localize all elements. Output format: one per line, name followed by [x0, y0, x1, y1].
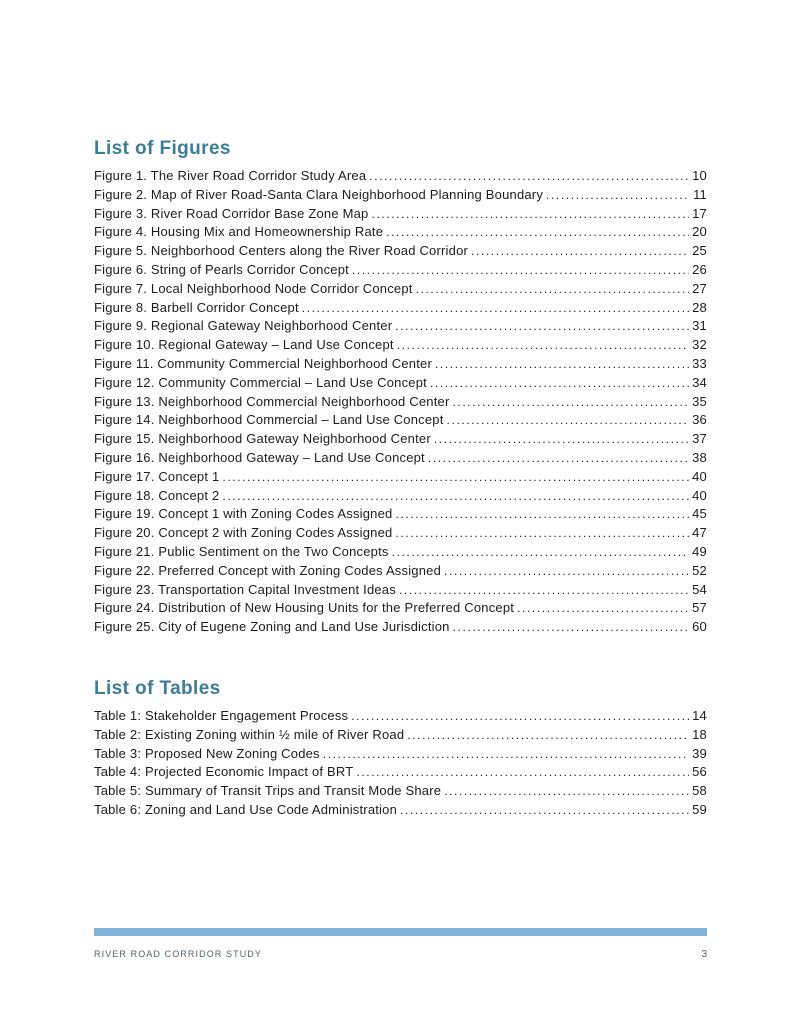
toc-entry-page-number: 35	[692, 393, 707, 409]
toc-entry[interactable]	[94, 599, 707, 618]
toc-entry-label: Figure 4. Housing Mix and Homeownership Rate	[94, 224, 384, 240]
toc-entry-page-number: 11	[693, 186, 707, 202]
toc-entry[interactable]	[94, 524, 707, 543]
tables-heading: List of Tables	[94, 677, 221, 699]
toc-entry-page-number: 36	[692, 412, 707, 428]
toc-entry[interactable]	[94, 707, 707, 726]
toc-dot-leader	[517, 599, 689, 618]
toc-entry-page-number: 32	[692, 337, 707, 353]
toc-dot-leader	[302, 299, 689, 318]
toc-entry-label: Figure 9. Regional Gateway Neighborhood Center	[94, 318, 393, 334]
toc-entry-label: Figure 25. City of Eugene Zoning and Land Use Jurisdiction	[94, 619, 450, 635]
toc-entry[interactable]	[94, 393, 707, 412]
toc-dot-leader	[395, 317, 689, 336]
toc-entry[interactable]	[94, 205, 707, 224]
toc-dot-leader	[453, 618, 690, 637]
toc-entry-label: Figure 14. Neighborhood Commercial – Land Use Concept	[94, 412, 444, 428]
toc-entry[interactable]	[94, 726, 707, 745]
toc-entry[interactable]	[94, 317, 707, 336]
toc-entry[interactable]	[94, 505, 707, 524]
toc-entry-label: Table 2: Existing Zoning within ½ mile of River Road	[94, 726, 405, 742]
footer-accent-bar	[94, 928, 707, 936]
toc-dot-leader	[430, 374, 689, 393]
toc-dot-leader	[352, 261, 689, 280]
toc-dot-leader	[444, 562, 689, 581]
toc-entry-page-number: 52	[692, 562, 707, 578]
toc-entry-page-number: 39	[692, 745, 707, 761]
toc-dot-leader	[386, 223, 689, 242]
toc-entry[interactable]	[94, 581, 707, 600]
toc-entry-label: Figure 24. Distribution of New Housing Units for the Preferred Concept	[94, 600, 515, 616]
toc-entry-page-number: 18	[692, 726, 707, 742]
toc-entry-page-number: 27	[692, 280, 707, 296]
toc-dot-leader	[428, 449, 689, 468]
toc-entry-page-number: 56	[692, 764, 707, 780]
toc-dot-leader	[395, 505, 689, 524]
toc-entry[interactable]	[94, 186, 707, 205]
footer-page-number: 3	[701, 949, 707, 960]
toc-dot-leader	[372, 205, 690, 224]
toc-entry-label: Figure 7. Local Neighborhood Node Corridor Concept	[94, 280, 413, 296]
toc-entry-page-number: 38	[692, 449, 707, 465]
toc-entry-page-number: 40	[692, 468, 707, 484]
toc-entry-label: Figure 11. Community Commercial Neighborhood Center	[94, 355, 432, 371]
toc-entry-page-number: 14	[692, 707, 707, 723]
toc-dot-leader	[546, 186, 690, 205]
toc-entry-label: Table 1: Stakeholder Engagement Process	[94, 707, 349, 723]
toc-entry-label: Figure 6. String of Pearls Corridor Concept	[94, 261, 349, 277]
toc-entry[interactable]	[94, 336, 707, 355]
toc-entry-page-number: 58	[692, 783, 707, 799]
toc-dot-leader	[351, 707, 689, 726]
toc-entry-page-number: 60	[692, 619, 707, 635]
toc-dot-leader	[407, 726, 689, 745]
toc-entry[interactable]	[94, 299, 707, 318]
toc-entry-page-number: 57	[692, 600, 707, 616]
toc-entry-label: Figure 12. Community Commercial – Land Use Concept	[94, 374, 427, 390]
toc-dot-leader	[434, 430, 689, 449]
toc-dot-leader	[397, 336, 689, 355]
toc-entry-label: Figure 15. Neighborhood Gateway Neighborhood Center	[94, 431, 431, 447]
toc-entry-page-number: 10	[692, 168, 707, 183]
toc-entry-page-number: 17	[692, 205, 707, 221]
toc-entry-label: Table 4: Projected Economic Impact of BRT	[94, 764, 354, 780]
toc-entry[interactable]	[94, 487, 707, 506]
toc-entry-label: Figure 3. River Road Corridor Base Zone Map	[94, 205, 369, 221]
toc-entry-label: Figure 17. Concept 1	[94, 468, 220, 484]
toc-entry-label: Figure 5. Neighborhood Centers along the River Road Corridor	[94, 243, 469, 259]
toc-entry[interactable]	[94, 167, 707, 186]
toc-entry-label: Figure 10. Regional Gateway – Land Use Concept	[94, 337, 394, 353]
toc-entry-page-number: 45	[692, 506, 707, 522]
toc-entry-page-number: 49	[692, 543, 707, 559]
toc-entry-page-number: 54	[692, 581, 707, 597]
toc-entry[interactable]	[94, 280, 707, 299]
toc-entry-label: Figure 18. Concept 2	[94, 487, 220, 503]
toc-entry-page-number: 47	[692, 525, 707, 541]
toc-entry-label: Table 3: Proposed New Zoning Codes	[94, 745, 320, 761]
toc-entry[interactable]	[94, 355, 707, 374]
toc-entry-label: Figure 23. Transportation Capital Investment Ideas	[94, 581, 396, 597]
toc-entry-page-number: 26	[692, 261, 707, 277]
toc-entry-page-number: 34	[692, 374, 707, 390]
toc-entry[interactable]	[94, 449, 707, 468]
list-of-tables-section	[94, 678, 707, 820]
footer-row	[94, 949, 707, 960]
toc-entry[interactable]	[94, 618, 707, 637]
toc-entry[interactable]	[94, 562, 707, 581]
toc-entry-page-number: 31	[692, 318, 707, 334]
toc-entry[interactable]	[94, 411, 707, 430]
toc-dot-leader	[222, 468, 689, 487]
toc-entry[interactable]	[94, 543, 707, 562]
toc-entry-label: Figure 2. Map of River Road-Santa Clara Neighborhood Planning Boundary	[94, 186, 544, 202]
toc-entry-label: Figure 21. Public Sentiment on the Two Concepts	[94, 543, 389, 559]
toc-entry[interactable]	[94, 261, 707, 280]
toc-entry[interactable]	[94, 801, 707, 820]
toc-entry[interactable]	[94, 782, 707, 801]
toc-dot-leader	[323, 745, 689, 764]
toc-dot-leader	[369, 167, 689, 186]
toc-entry-page-number: 25	[692, 243, 707, 259]
toc-entry-page-number: 40	[692, 487, 707, 503]
toc-entry-page-number: 59	[692, 801, 707, 817]
toc-entry-label: Figure 1. The River Road Corridor Study Area	[94, 168, 367, 183]
toc-entry-label: Table 5: Summary of Transit Trips and Transit Mode Share	[94, 783, 442, 799]
figures-heading: List of Figures	[94, 138, 231, 159]
toc-dot-leader	[395, 524, 689, 543]
toc-dot-leader	[222, 487, 689, 506]
toc-entry[interactable]	[94, 763, 707, 782]
toc-entry[interactable]	[94, 430, 707, 449]
toc-dot-leader	[453, 393, 690, 412]
toc-dot-leader	[356, 763, 689, 782]
toc-entry-page-number: 33	[692, 355, 707, 371]
toc-entry[interactable]	[94, 374, 707, 393]
toc-dot-leader	[435, 355, 689, 374]
page-content	[94, 138, 707, 820]
toc-entry-label: Figure 16. Neighborhood Gateway – Land Use Concept	[94, 449, 425, 465]
toc-dot-leader	[471, 242, 689, 261]
toc-entry-label: Table 6: Zoning and Land Use Code Administration	[94, 801, 398, 817]
toc-entry-label: Figure 13. Neighborhood Commercial Neighborhood Center	[94, 393, 450, 409]
toc-dot-leader	[392, 543, 690, 562]
list-of-figures-section	[94, 138, 707, 637]
figures-list	[94, 167, 707, 637]
toc-entry-page-number: 20	[692, 224, 707, 240]
toc-entry-label: Figure 20. Concept 2 with Zoning Codes Assigned	[94, 525, 393, 541]
toc-entry[interactable]	[94, 223, 707, 242]
toc-dot-leader	[444, 782, 689, 801]
toc-entry[interactable]	[94, 745, 707, 764]
toc-entry[interactable]	[94, 468, 707, 487]
toc-dot-leader	[416, 280, 690, 299]
toc-dot-leader	[447, 411, 690, 430]
toc-entry-label: Figure 8. Barbell Corridor Concept	[94, 299, 299, 315]
toc-dot-leader	[399, 581, 689, 600]
toc-entry-page-number: 37	[692, 431, 707, 447]
toc-entry-label: Figure 19. Concept 1 with Zoning Codes Assigned	[94, 506, 393, 522]
toc-entry-page-number: 28	[692, 299, 707, 315]
tables-list	[94, 707, 707, 820]
toc-dot-leader	[400, 801, 689, 820]
page-footer	[94, 928, 707, 960]
footer-document-title: RIVER ROAD CORRIDOR STUDY	[94, 949, 263, 959]
toc-entry-label: Figure 22. Preferred Concept with Zoning Codes Assigned	[94, 562, 442, 578]
toc-entry[interactable]	[94, 242, 707, 261]
